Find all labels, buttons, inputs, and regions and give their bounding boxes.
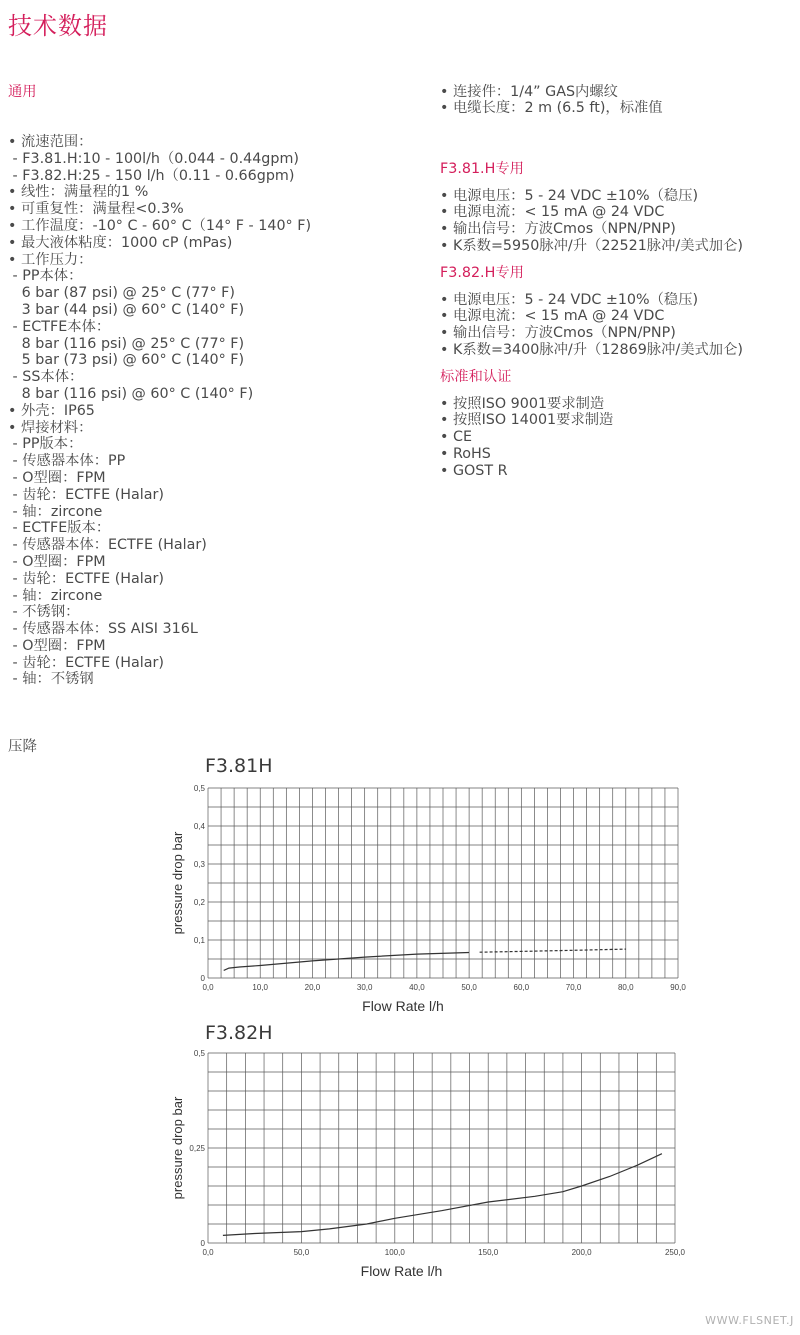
x-tick-label: 100,0	[384, 1248, 405, 1257]
chart-title-f381h: F3.81H	[205, 755, 273, 777]
data-line-dashed	[480, 949, 626, 952]
data-line-solid	[223, 1154, 662, 1236]
y-tick-label: 0,3	[193, 860, 205, 869]
general-spec-list	[8, 134, 428, 688]
model-specs	[440, 50, 795, 496]
spec-line: • 可重复性：满量程<0.3%	[8, 201, 184, 218]
spec-line: 6 bar (87 psi) @ 25° C (77° F)	[8, 285, 235, 302]
x-tick-label: 0,0	[202, 983, 214, 992]
spec-line: • 连接件：1/4” GAS内螺纹	[440, 83, 618, 100]
x-tick-label: 50,0	[293, 1248, 310, 1257]
spec-line: - 齿轮：ECTFE (Halar)	[8, 486, 164, 503]
y-tick-label: 0,2	[193, 898, 205, 907]
page-title: 技术数据	[8, 12, 108, 40]
spec-line: - ECTFE版本：	[8, 520, 111, 537]
x-axis-label: Flow Rate l/h	[362, 998, 444, 1014]
x-tick-label: 200,0	[571, 1248, 592, 1257]
spec-line: - 传感器本体：SS AISI 316L	[8, 621, 198, 638]
general-specs	[8, 50, 428, 705]
spec-line: 8 bar (116 psi) @ 25° C (77° F)	[8, 335, 245, 352]
y-tick-label: 0,25	[189, 1144, 205, 1153]
spec-line: • 按照ISO 9001要求制造	[440, 395, 605, 412]
y-axis-label: pressure drop bar	[170, 831, 185, 935]
y-tick-label: 0,5	[193, 1049, 205, 1058]
x-tick-label: 10,0	[252, 983, 269, 992]
x-tick-label: 20,0	[304, 983, 321, 992]
spec-line: • K系数=3400脉冲/升（12869脉冲/美式加仑)	[440, 341, 743, 358]
y-tick-label: 0,4	[193, 822, 205, 831]
spec-line: - O型圈：FPM	[8, 637, 106, 654]
spec-line: • 工作压力：	[8, 251, 93, 268]
spec-line: • 电源电流：< 15 mA @ 24 VDC	[440, 204, 665, 221]
y-axis-label: pressure drop bar	[170, 1096, 185, 1200]
spec-line: - 轴：不锈钢	[8, 671, 94, 688]
spec-line: - F3.82.H:25 - 150 l/h（0.11 - 0.66gpm)	[8, 167, 295, 184]
spec-line: - PP版本：	[8, 436, 83, 453]
x-axis-label: Flow Rate l/h	[360, 1263, 443, 1279]
spec-line: • K系数=5950脉冲/升（22521脉冲/美式加仑)	[440, 237, 743, 254]
spec-line: • 电源电压：5 - 24 VDC ±10%（稳压)	[440, 187, 699, 204]
section-heading: 标准和认证	[440, 368, 512, 385]
spec-line: • 线性：满量程的1 %	[8, 184, 149, 201]
spec-line: • 电缆长度：2 m (6.5 ft)，标准值	[440, 100, 663, 117]
spec-line: - 传感器本体：PP	[8, 453, 126, 470]
spec-line: 5 bar (73 psi) @ 60° C (140° F)	[8, 352, 245, 369]
pressure-drop-heading: 压降	[8, 739, 37, 755]
spec-line: • 按照ISO 14001要求制造	[440, 412, 614, 429]
y-tick-label: 0	[200, 1239, 205, 1248]
x-tick-label: 150,0	[478, 1248, 499, 1257]
spec-line: - ECTFE本体：	[8, 318, 111, 335]
section-heading-general: 通用	[8, 83, 37, 100]
spec-line: • 外壳：IP65	[8, 402, 95, 419]
spec-line: • 焊接材料：	[8, 419, 93, 436]
x-tick-label: 50,0	[461, 983, 477, 992]
grid	[208, 1053, 675, 1243]
spec-line: - 齿轮：ECTFE (Halar)	[8, 654, 164, 671]
x-tick-label: 0,0	[202, 1248, 214, 1257]
x-tick-label: 250,0	[664, 1248, 686, 1257]
spec-line: • 电源电压：5 - 24 VDC ±10%（稳压)	[440, 291, 699, 308]
spec-line: - SS本体：	[8, 369, 84, 386]
spec-line: • 流速范围：	[8, 133, 93, 150]
spec-line: - O型圈：FPM	[8, 469, 106, 486]
footer-watermark: WWW.FLSNET.J	[705, 1314, 794, 1327]
chart-f381h	[150, 775, 710, 1025]
y-tick-label: 0,5	[193, 784, 205, 793]
spec-line: • RoHS	[440, 445, 491, 462]
spec-line: - 传感器本体：ECTFE (Halar)	[8, 537, 207, 554]
spec-line: - 不锈钢：	[8, 604, 80, 621]
spec-line: • 最大液体粘度：1000 cP (mPas)	[8, 234, 233, 251]
spec-line: • 输出信号：方波Cmos（NPN/PNP)	[440, 221, 676, 238]
spec-line: • GOST R	[440, 462, 508, 479]
spec-line: • 电源电流：< 15 mA @ 24 VDC	[440, 308, 665, 325]
x-tick-label: 80,0	[617, 983, 634, 992]
y-tick-label: 0	[200, 974, 205, 983]
x-tick-label: 70,0	[565, 983, 582, 992]
spec-line: • 输出信号：方波Cmos（NPN/PNP)	[440, 325, 676, 342]
model-sections	[440, 151, 795, 480]
spec-line: - F3.81.H:10 - 100l/h（0.044 - 0.44gpm)	[8, 150, 299, 167]
chart-title-f382h: F3.82H	[205, 1022, 273, 1044]
spec-line: 8 bar (116 psi) @ 60° C (140° F)	[8, 385, 254, 402]
x-tick-label: 40,0	[409, 983, 425, 992]
spec-line: - 轴：zircone	[8, 587, 103, 604]
spec-line: - PP本体：	[8, 268, 83, 285]
spec-line: • CE	[440, 429, 472, 446]
chart-f382h	[150, 1042, 710, 1287]
section-heading: F3.82.H专用	[440, 264, 524, 281]
spec-line: - O型圈：FPM	[8, 553, 106, 570]
x-tick-label: 30,0	[356, 983, 373, 992]
x-tick-label: 60,0	[513, 983, 530, 992]
spec-line: 3 bar (44 psi) @ 60° C (140° F)	[8, 301, 245, 318]
spec-line: - 轴：zircone	[8, 503, 103, 520]
spec-line: - 齿轮：ECTFE (Halar)	[8, 570, 164, 587]
y-tick-label: 0,1	[193, 936, 205, 945]
x-tick-label: 90,0	[670, 983, 686, 992]
spec-line: • 工作温度：-10° C - 60° C（14° F - 140° F)	[8, 217, 312, 234]
section-heading: F3.81.H专用	[440, 160, 524, 177]
connection-spec-list	[440, 84, 795, 118]
